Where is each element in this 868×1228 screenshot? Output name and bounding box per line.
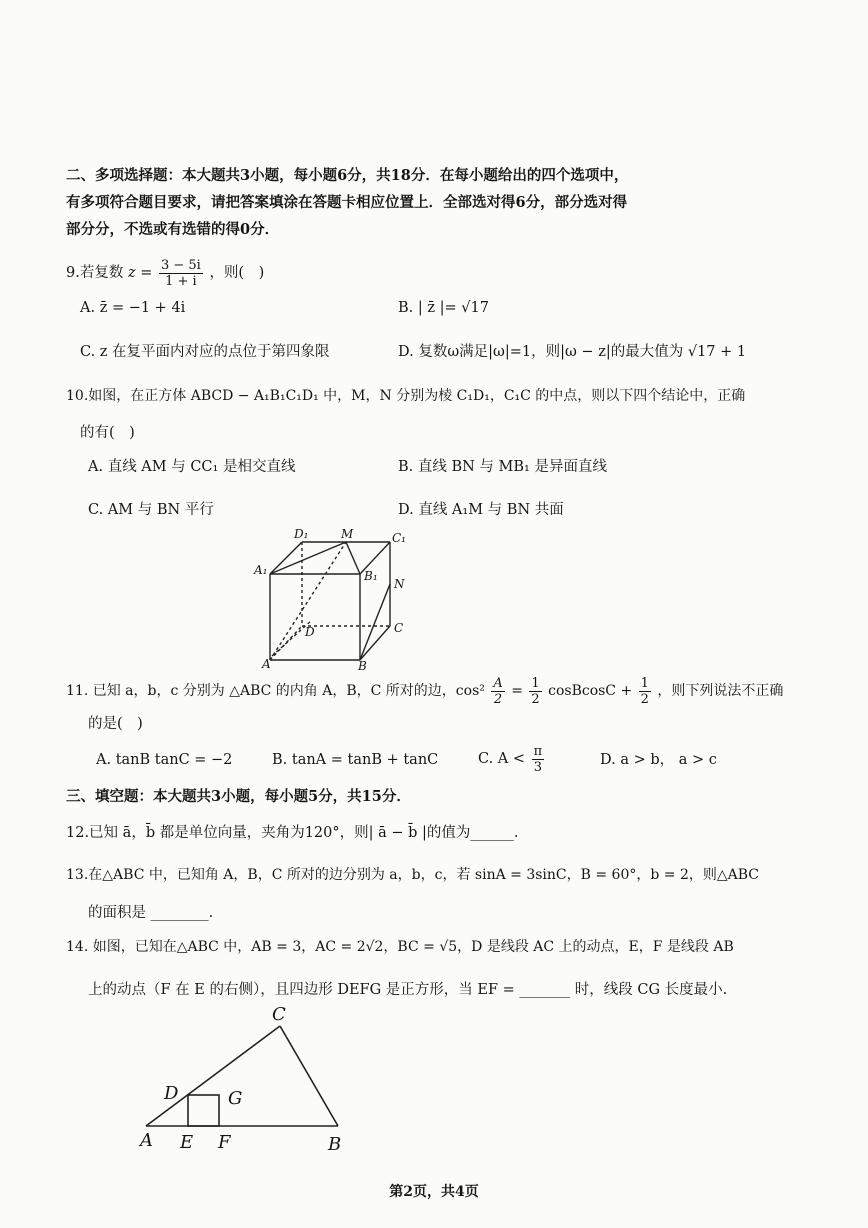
q11-frac3-num: 1 [640,675,649,691]
label-c1: C₁ [392,531,406,545]
q9-option-b: B. | z̄ |= √17 [398,300,489,316]
section-multi-line2: 有多项符合题目要求，请把答案填涂在答题卡相应位置上．全部选对得6分，部分选对得 [66,194,628,211]
label-a1: A₁ [254,563,268,577]
cube-svg [250,522,420,672]
q11-frac2 [529,676,541,707]
section-multi-line1: 二、多项选择题：本大题共3小题，每小题6分，共18分．在每小题给出的四个选项中， [66,167,629,184]
label-b: B [328,1134,342,1155]
q11-option-c [478,742,546,776]
segment-am-hidden [270,542,346,660]
q11-frac3 [639,676,651,707]
q11-optc-num: π [533,743,543,759]
q11-mid: cosBcosC + [548,683,633,699]
label-n: N [394,577,405,591]
q9-frac-num: 3 − 5i [160,257,201,273]
q11-option-a: A. tanB tanC = −2 [96,752,233,768]
q10-option-d: D. 直线 A₁M 与 BN 共面 [398,502,564,518]
q9-z-eq: z = [127,265,153,281]
q13-line1: 13.在△ABC 中，已知角 A，B，C 所对的边分别为 a，b，c，若 sinA = 3sinC，B = 60°，b = 2，则△ABC [66,867,759,883]
q14-line2: 上的动点（F 在 E 的右侧），且四边形 DEFG 是正方形，当 EF = _______ 时，线段 CG 长度最小. [88,982,728,998]
label-a: A [262,657,271,671]
q11-option-d: D. a > b， a > c [600,752,717,768]
q11-option-c-frac [532,744,545,775]
page-footer: 第2页，共4页 [389,1184,479,1200]
q11-stem-line2: 的是( ) [88,716,143,732]
q11-frac1-den: 2 [493,691,503,707]
side-bc [280,1026,338,1126]
label-e: E [180,1132,194,1153]
q11-frac3-den: 2 [640,691,649,707]
label-d1: D₁ [294,527,309,541]
q9-option-d: D. 复数ω满足|ω|=1，则|ω − z|的最大值为 √17 + 1 [398,344,747,360]
segment-bn [360,584,390,660]
q11-option-b: B. tanA = tanB + tanC [272,752,439,768]
q9-option-c: C. z 在复平面内对应的点位于第四象限 [80,344,330,360]
label-c: C [394,621,404,635]
q10-option-c: C. AM 与 BN 平行 [88,502,214,518]
q10-option-a: A. 直线 AM 与 CC₁ 是相交直线 [88,459,296,475]
segment-a1m [270,542,346,574]
label-m: M [341,527,354,541]
triangle-svg [130,1000,360,1160]
q10-option-b: B. 直线 BN 与 MB₁ 是异面直线 [398,459,607,475]
label-b1: B₁ [364,569,378,583]
label-b: B [358,659,367,672]
edge-bc [360,626,390,660]
q10-cube-figure [250,522,420,676]
q11-optc-den: 3 [533,759,543,775]
q9-stem [66,256,264,290]
q10-stem-line2: 的有( ) [80,425,135,441]
q11-frac2-num: 1 [531,675,540,691]
q11-frac2-den: 2 [531,691,540,707]
q9-frac-den: 1 + i [165,273,197,289]
segment-b1m [346,542,360,574]
q11-stem-pre: 11. 已知 a，b，c 分别为 △ABC 的内角 A，B，C 所对的边，cos² [66,683,485,699]
edge-a1d1 [270,542,302,574]
label-g: G [228,1088,243,1109]
section-fill-header: 三、填空题：本大题共3小题，每小题5分，共15分． [66,788,411,805]
q11-frac1 [491,676,504,707]
section-multi-line3: 部分分，不选或有选错的得0分． [66,221,280,238]
q11-frac1-num: A [493,675,503,691]
q12-text: 12.已知 ā，b̄ 都是单位向量，夹角为120°，则| ā − b̄ |的值为______. [66,825,519,841]
q11-stem [66,674,783,708]
q11-stem-post: ，则下列说法不正确 [657,683,784,699]
q9-stem-post: ，则( ) [209,265,265,281]
label-c: C [272,1004,286,1025]
q9-stem-pre: 9.若复数 [66,265,124,281]
label-d: D [305,625,315,639]
q11-eq: = [511,683,523,699]
q11-option-c-pre: C. A < [478,751,526,767]
q14-triangle-figure [130,1000,360,1164]
label-d: D [164,1083,179,1104]
label-f: F [218,1132,231,1153]
side-ac [146,1026,280,1126]
square-defg [188,1095,219,1126]
q10-stem-line1: 10.如图，在正方体 ABCD − A₁B₁C₁D₁ 中，M，N 分别为棱 C₁D₁，C₁C 的中点，则以下四个结论中，正确 [66,388,746,404]
label-a: A [140,1130,153,1151]
q13-line2: 的面积是 ________. [88,905,214,921]
q9-fraction [159,258,203,289]
q9-option-a: A. z̄ = −1 + 4i [80,300,186,316]
q14-line1: 14. 如图，已知在△ABC 中，AB = 3，AC = 2√2，BC = √5，D 是线段 AC 上的动点，E，F 是线段 AB [66,939,734,955]
